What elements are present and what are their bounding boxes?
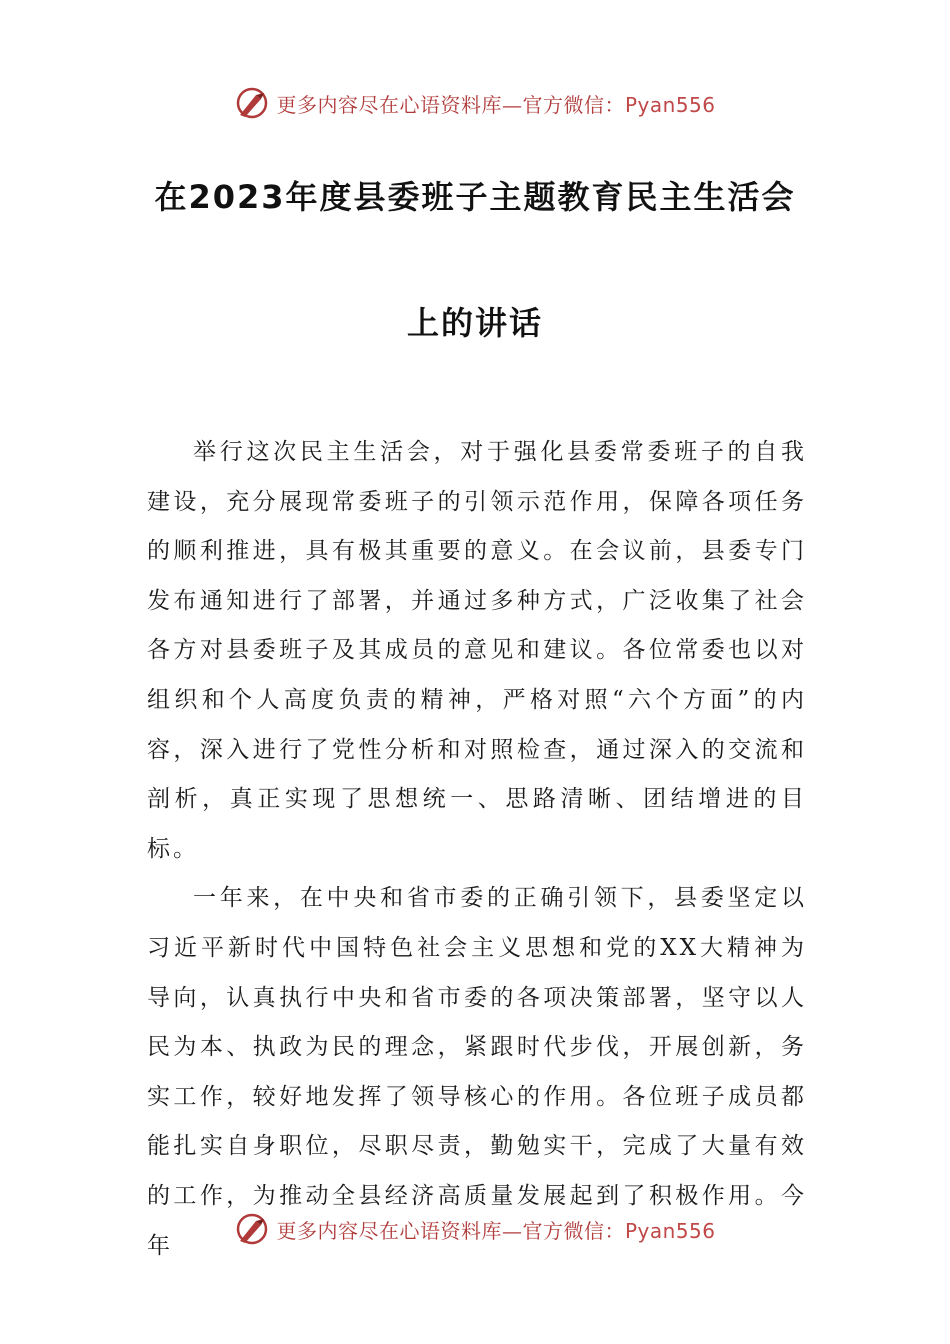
paragraph: 举行这次民主生活会，对于强化县委常委班子的自我建设，充分展现常委班子的引领示范作用，保障各项任务的顺利推进，具有极其重要的意义。在会议前，县委专门发布通知进行了部署，并通过多种方式，广泛收集了社会各方对县委班子及其成员的意见和建议。各位常委也以对组织和个人高度负责的精神，严格对照“六个方面”的内容，深入进行了党性分析和对照检查，通过深入的交流和剖析，真正实现了思想统一、思路清晰、团结增进的目标。 — [147, 439, 807, 862]
document-body — [147, 428, 807, 1271]
page-title-line-2: 上的讲话 — [406, 304, 543, 342]
wechat-id: Pyan556 — [624, 1218, 716, 1243]
pen-nib-circle-icon — [234, 85, 270, 121]
page-title-line-1: 在2023年度县委班子主题教育民主生活会 — [154, 178, 796, 216]
wechat-id: Pyan556 — [624, 92, 716, 117]
paragraph: 一年来，在中央和省市委的正确引领下，县委坚定以习近平新时代中国特色社会主义思想和党的XX大精神为导向，认真执行中央和省市委的各项决策部署，坚守以人民为本、执政为民的理念，紧跟时代步伐，开展创新，务实工作，较好地发挥了领导核心的作用。各位班子成员都能扎实自身职位，尽职尽责，勤勉实干，完成了大量有效的工作，为推动全县经济高质量发展起到了积极作用。今年 — [147, 885, 807, 1259]
banner-text: 更多内容尽在心语资料库—官方微信：Pyan556 — [276, 1218, 716, 1243]
header-banner — [0, 83, 950, 123]
banner-text: 更多内容尽在心语资料库—官方微信：Pyan556 — [276, 92, 716, 117]
pen-nib-circle-icon — [234, 1211, 270, 1247]
footer-banner — [0, 1209, 950, 1249]
